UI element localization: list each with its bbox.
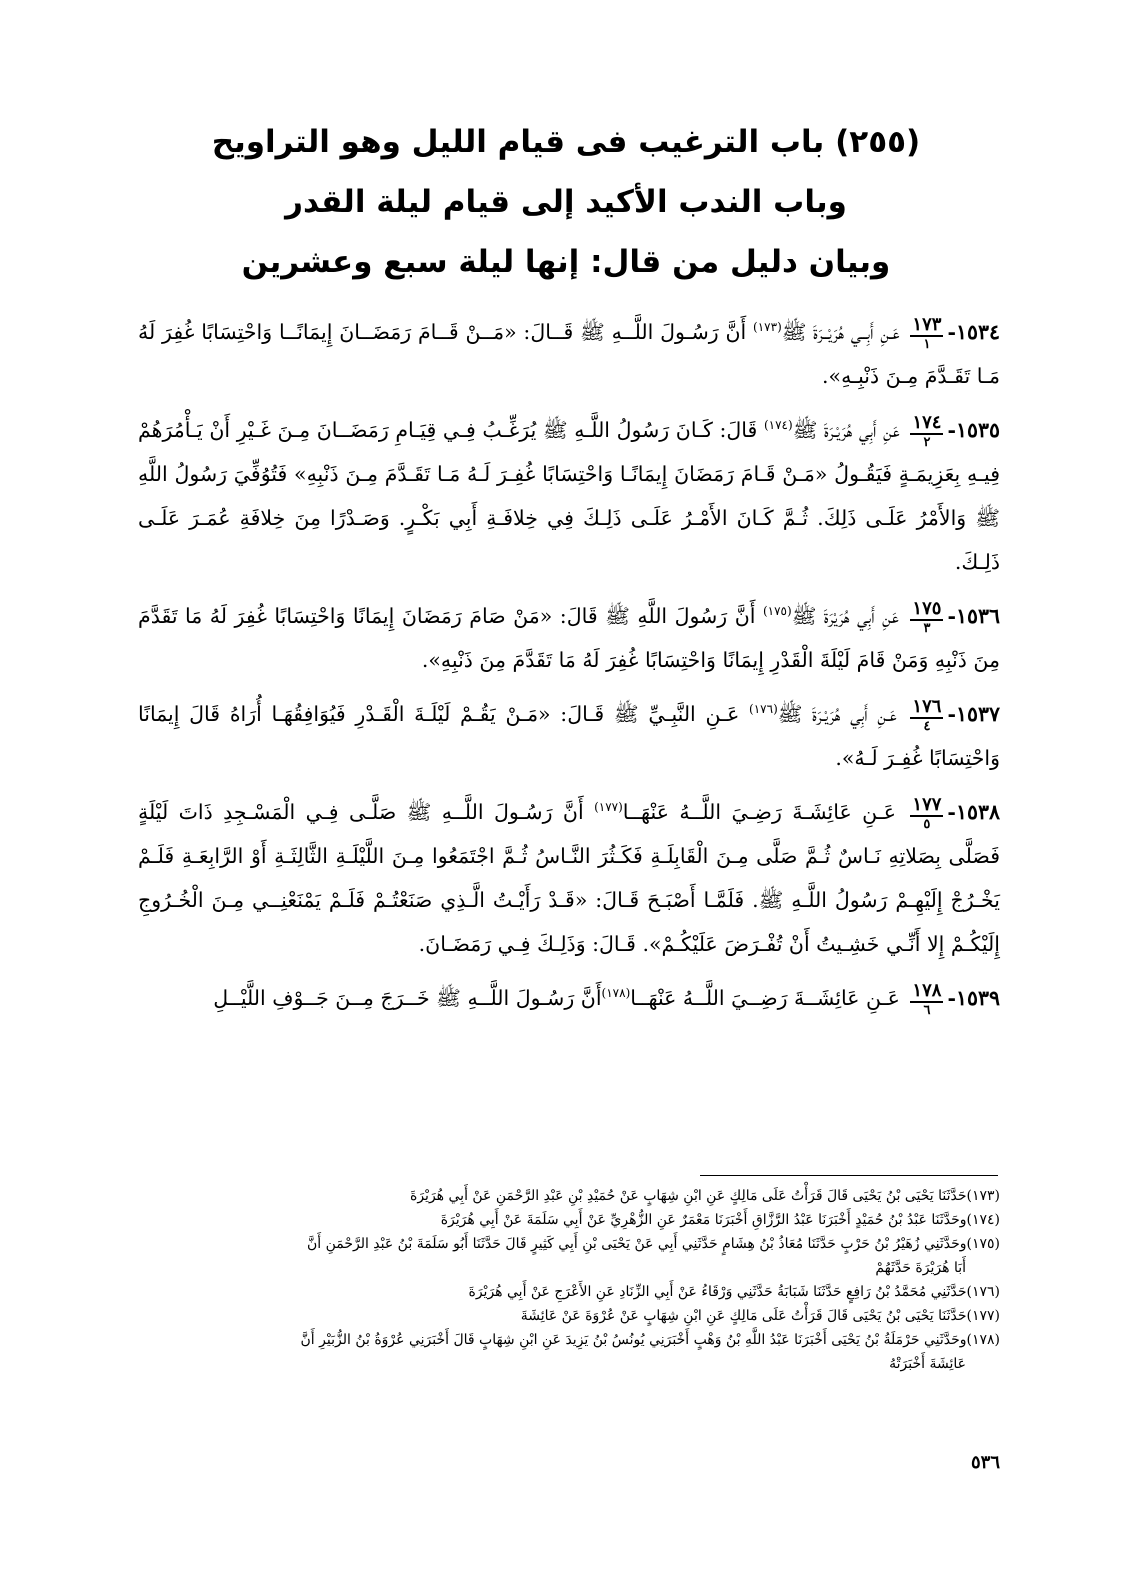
footnote-label: (١٧٨) [966, 1332, 1000, 1348]
hadith-text: عَنِ أَبِي هُرَيْـرَةَ ﷺ [792, 418, 907, 442]
footnote-reference: (١٧٧) [594, 800, 623, 815]
hadith-index-fraction [910, 796, 943, 831]
footnote-178 [132, 1328, 1000, 1352]
fraction-top: ١٧٧ [912, 794, 942, 815]
footnote-text: وحَدَّثَنِي زُهَيْرُ بْنُ حَرْبٍ حَدَّثَنَا مُعَاذُ بْنُ هِشَامٍ حَدَّثَنِي أَبِي عَنْ يَحْيَى بْنِ أَبِي كَثِيرٍ قَالَ حَدَّثَنَا أَبُو سَلَمَةَ بْنُ عَبْدِ الرَّحْمَنِ أَنَّ [306, 1236, 967, 1252]
fraction-top: ١٧٨ [912, 980, 942, 1001]
page-number: ٥٣٦ [970, 1452, 1000, 1473]
hadith-index-fraction [910, 982, 943, 1017]
footnote-reference: (١٧٣) [753, 320, 782, 335]
chapter-title [150, 112, 982, 292]
hadith-text: أَنَّ رَسُولَ اللَّهِ ﷺ قَالَ: «مَنْ صَامَ رَمَضَانَ إِيمَانًا وَاحْتِسَابًا غُفِرَ لَهُ مَا تَقَدَّمَ مِنَ ذَنْبِهِ وَمَنْ قَامَ لَيْلَةَ الْقَدْرِ إِيمَانًا وَاحْتِسَابًا غُفِرَ لَهُ مَا تَقَدَّمَ مِنَ ذَنْبِهِ». [138, 604, 1000, 672]
footnote-176 [132, 1280, 1000, 1304]
hadith-1538 [138, 790, 1000, 966]
footnote-label: (١٧٤) [966, 1212, 1000, 1228]
fraction-bottom: ٥ [923, 817, 931, 832]
fraction-top: ١٧٦ [912, 696, 942, 717]
footnote-175 [132, 1232, 1000, 1256]
footnote-reference: (١٧٥) [762, 604, 792, 619]
footnote-label: (١٧٦) [966, 1284, 1000, 1300]
fraction-top: ١٧٥ [912, 598, 942, 619]
fraction-bottom: ٦ [923, 1003, 931, 1018]
hadith-number: ١٥٣٦- [947, 604, 1000, 628]
footnote-text: وحَدَّثَنَا عَبْدُ بْنُ حُمَيْدٍ أَخْبَرَنَا عَبْدُ الرَّزَّاقِ أَخْبَرَنَا مَعْمَرٌ عَنِ الزُّهْرِيِّ عَنْ أَبِي سَلَمَةَ عَنْ أَبِي هُرَيْرَةَ [440, 1212, 967, 1228]
hadith-1535 [138, 408, 1000, 584]
hadith-text: عَـنِ أَبِــي هُرَيْــرَةَ ﷺ [781, 320, 907, 344]
hadith-1539 [138, 976, 1000, 1020]
hadith-text: عَـنِ عَائِشَـةَ رَضِـيَ اللَّــهُ عَنْهَــا [622, 800, 907, 824]
hadith-1537 [138, 692, 1000, 780]
footnote-text: وحَدَّثَنِي حَرْمَلَةُ بْنُ يَحْيَى أَخْبَرَنَا عَبْدُ اللَّهِ بْنُ وَهْبٍ أَخْبَرَنِي يُونُسُ بْنُ يَزِيدَ عَنِ ابْنِ شِهَابٍ قَالَ أَخْبَرَنِي عُرْوَةُ بْنُ الزُّبَيْرِ أَنَّ [300, 1332, 967, 1348]
title-line-2: وباب الندب الأكيد إلى قيام ليلة القدر [285, 184, 847, 220]
title-line-1: (٢٥٥) باب الترغيب فى قيام الليل وهو التراويح [211, 124, 921, 160]
hadith-index-fraction [910, 414, 943, 449]
footnote-text: حَدَّثَنَا يَحْيَى بْنُ يَحْيَى قَالَ قَرَأْتُ عَلَى مَالِكٍ عَنِ ابْنِ شِهَابٍ عَنْ عُرْوَةَ عَنْ عَائِشَةَ [520, 1308, 967, 1324]
hadith-text: أَنَّ رَسُـولَ اللَّــهِ ﷺ صَلَّـى فِـي الْمَسْـجِدِ ذَاتَ لَيْلَةٍ فَصَلَّى بِصَلاتِهِ نَـاسٌ ثُـمَّ صَلَّى مِـنَ الْقَابِلَـةِ فَكَـثُرَ النَّـاسُ ثُـمَّ اجْتَمَعُوا مِـنَ اللَّيْلَـةِ الثَّالِثَـةِ أَوْ الرَّابِعَـةِ فَلَـمْ يَخْـرُجْ إِلَيْهِـمْ رَسُولُ اللَّـهِ ﷺ. فَلَمَّـا أَصْبَـحَ قَـالَ: «قَـدْ رَأَيْـتُ الَّـذِي صَنَعْتُـمْ فَلَـمْ يَمْنَعْنِــي مِـنَ الْخُـرُوجِ إِلَيْكُـمْ إِلا أَنِّـي خَشِـيتُ أَنْ تُفْـرَضَ عَلَيْكُـمْ». قَـالَ: وَذَلِـكَ فِـي رَمَضَـانَ. [138, 800, 1000, 956]
footnote-reference: (١٧٨) [601, 986, 631, 1001]
hadith-text: عَـنِ النَّبِـيِّ ﷺ قَـالَ: «مَـنْ يَقُـمْ لَيْلَـةَ الْقَـدْرِ فَيُوَافِقُهَـا أُرَاهُ قَالَ إِيمَانًا وَاحْتِسَابًا غُفِـرَ لَـهُ». [138, 702, 1000, 770]
footnote-text: حَدَّثَنِي مُحَمَّدُ بْنُ رَافِعٍ حَدَّثَنَا شَبَابَةُ حَدَّثَنِي وَرْقَاءُ عَنْ أَبِي الزِّنَادِ عَنِ الأَعْرَجِ عَنْ أَبِي هُرَيْرَةَ [468, 1284, 967, 1300]
footnote-label: (١٧٧) [966, 1308, 1000, 1324]
footnote-reference: (١٧٦) [749, 702, 778, 717]
hadith-text: عَنِ أَبِي هُرَيْرَةَ ﷺ [791, 604, 907, 628]
fraction-bottom: ٣ [923, 621, 931, 636]
hadith-text: عَـنِ أَبِي هُرَيْـرَةَ ﷺ [777, 702, 907, 726]
hadith-text: أَنَّ رَسُـولَ اللَّــهِ ﷺ قَــالَ: «مَــنْ قَــامَ رَمَضَــانَ إِيمَانًــا وَاحْتِسَابًا غُفِرَ لَهُ مَـا تَقَـدَّمَ مِـنَ ذَنْبِـهِ». [138, 320, 1000, 388]
hadith-index-fraction [910, 600, 943, 635]
hadith-number: ١٥٣٥- [947, 418, 1001, 442]
hadith-list [138, 310, 1000, 1030]
fraction-top: ١٧٣ [912, 314, 942, 335]
hadith-number: ١٥٣٩- [947, 986, 1000, 1010]
footnote-divider [700, 1175, 998, 1176]
hadith-text: عَـنِ عَائِشَــةَ رَضِــيَ اللَّــهُ عَنْهَــا [630, 986, 907, 1010]
footnote-173 [132, 1184, 1000, 1208]
title-line-3: وبيان دليل من قال: إنها ليلة سبع وعشرين [241, 244, 891, 280]
hadith-1534 [138, 310, 1000, 398]
fraction-top: ١٧٤ [912, 412, 942, 433]
hadith-number: ١٥٣٨- [947, 800, 1000, 824]
hadith-text: أَنَّ رَسُـولَ اللَّــهِ ﷺ خَــرَجَ مِــنَ جَــوْفِ اللَّيْــلِ [213, 986, 602, 1010]
hadith-text: قَالَ: كَـانَ رَسُولُ اللَّـهِ ﷺ يُرَغِّـبُ فِـي قِيَـامِ رَمَضَــانَ مِـنَ غَـيْرِ أَنْ يَـأْمُرَهُمْ فِيـهِ بِعَزِيمَـةٍ فَيَقُـولُ «مَـنْ قَـامَ رَمَضَانَ إِيمَانًـا وَاحْتِسَابًا غُفِـرَ لَـهُ مَـا تَقَـدَّمَ مِـنَ ذَنْبِهِ» فَتُوُفِّيَ رَسُولُ اللَّهِ ﷺ وَالأَمْرُ عَلَـى ذَلِكَ. ثُـمَّ كَـانَ الأَمْـرُ عَلَـى ذَلِـكَ فِي خِلافَـةِ أَبِي بَكْـرٍ. وَصَـدْرًا مِنَ خِلافَةِ عُمَـرَ عَلَـى ذَلِـكَ. [138, 418, 1000, 574]
footnote-reference: (١٧٤) [763, 418, 793, 433]
footnotes [132, 1184, 1000, 1376]
footnote-text: حَدَّثَنَا يَحْيَى بْنُ يَحْيَى قَالَ قَرَأْتُ عَلَى مَالِكٍ عَنِ ابْنِ شِهَابٍ عَنْ حُمَيْدِ بْنِ عَبْدِ الرَّحْمَنِ عَنْ أَبِي هُرَيْرَةَ [409, 1188, 967, 1204]
hadith-number: ١٥٣٤- [947, 320, 1000, 344]
hadith-number: ١٥٣٧- [947, 702, 1000, 726]
fraction-bottom: ٤ [923, 719, 931, 734]
fraction-bottom: ٢ [923, 435, 931, 450]
hadith-1536 [138, 594, 1000, 682]
footnote-177 [132, 1304, 1000, 1328]
footnote-178-continuation: عَائِشَةَ أَخْبَرَتْهُ [889, 1356, 966, 1372]
footnote-label: (١٧٥) [966, 1236, 1000, 1252]
footnote-174 [132, 1208, 1000, 1232]
fraction-bottom: ١ [923, 337, 931, 352]
footnote-175-continuation: أَبَا هُرَيْرَةَ حَدَّثَهُمْ [875, 1260, 966, 1276]
hadith-index-fraction [910, 316, 943, 351]
hadith-index-fraction [910, 698, 943, 733]
footnote-label: (١٧٣) [966, 1188, 1000, 1204]
